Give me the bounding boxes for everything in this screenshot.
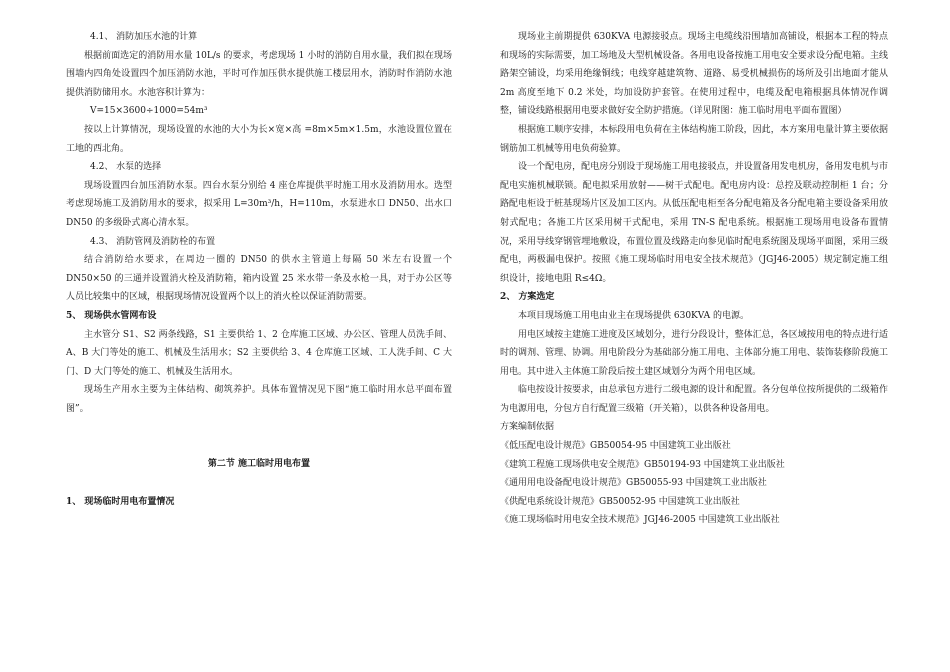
reference-item: 《建筑工程施工现场供电安全规范》GB50194-93 中国建筑工业出版社 (500, 459, 785, 470)
heading-2: 2、 方案选定 (500, 292, 555, 303)
heading-4-1: 4.1、 消防加压水池的计算 (90, 32, 198, 42)
reference-item: 《低压配电设计规范》GB50054-95 中国建筑工业出版社 (500, 441, 731, 452)
paragraph-4-1-result: 按以上计算情况，现场设置的水池的大小为长×宽×高 =8m×5m×1.5m，水池设置位置在工地的西北角。 (66, 124, 452, 154)
right-column (500, 28, 888, 530)
left-column (66, 28, 452, 511)
heading-5: 5、 现场供水管网布设 (66, 310, 157, 321)
heading-1: 1、 现场临时用电布置情况 (66, 496, 175, 507)
spacer (66, 474, 452, 493)
paragraph-source: 本项目现场施工用电由业主在现场提供 630KVA 的电源。 (518, 310, 750, 321)
formula-volume: V=15×3600÷1000=54m³ (90, 106, 208, 117)
section-title: 第二节 施工临时用电布置 (207, 459, 311, 470)
paragraph-4-1: 根据前面选定的消防用水量 10L/s 的要求，考虑现场 1 小时的消防自用水量，我们拟在现场围墙内四角处设置四个加压消防水池，平时可作加压供水提供施工楼层用水，消防时作消防水池提供消防储用水。水池容积计算为： (66, 50, 452, 98)
heading-4-3: 4.3、 消防管网及消防栓的布置 (90, 236, 216, 247)
paragraph-4-2: 现场设置四台加压消防水泵。四台水泵分别给 4 座仓库提供平时施工用水及消防用水。选型考虑现场施工及消防用水的要求，拟采用 L=30m³/h，H=110m，水泵进水口 DN50、出水口DN50 的多级卧式离心清水泵。 (66, 180, 452, 228)
heading-4-2: 4.2、 水泵的选择 (90, 162, 162, 173)
paragraph-load: 根据施工顺序安排，本标段用电负荷在主体结构施工阶段，因此，本方案用电量计算主要依据钢筋加工机械等用电负荷验算。 (500, 124, 888, 154)
paragraph-5b: 现场生产用水主要为主体结构、砌筑养护。具体布置情况见下图“施工临时用水总平面布置图”。 (66, 385, 452, 414)
paragraph-5a: 主水管分 S1、S2 两条线路，S1 主要供给 1、2 仓库施工区域、办公区、管理人员洗手间、A、B 大门等处的施工、机械及生活用水；S2 主要供给 3、4 仓库施工区域、工人洗手间、C 大门、D 大门等处的施工、机械及生活用水。 (66, 329, 452, 377)
reference-item: 《施工现场临时用电安全技术规范》JGJ46-2005 中国建筑工业出版社 (500, 515, 780, 526)
reference-item: 《供配电系统设计规范》GB50052-95 中国建筑工业出版社 (500, 496, 740, 507)
spacer (66, 418, 452, 455)
paragraph-power-supply: 现场业主前期提供 630KVA 电源接驳点。现场主电缆线沿围墙加高铺设，根据本工程的特点和现场的实际需要，加工场地及大型机械设备。各用电设备按施工用电安全要求设分配电箱。主线路架空铺设，均采用绝缘铜线；电线穿越建筑物、道路、易受机械损伤的场所及引出地面才能从 2m 高度至地下 0.2 米处，均加设防护套管。在使用过程中，电缆及配电箱根据具体情况作调整，铺设线路根据用电要求做好安全防护措施。（详见附图：施工临时用电平面布置图） (500, 32, 888, 117)
paragraph-4-3: 结合消防给水要求，在周边一圈的 DN50 的供水主管道上每隔 50 米左右设置一个 DN50×50 的三通并设置消火栓及消防箱，箱内设置 25 米水带一条及水枪一具，对于办公区等人员比较集中的区域，根据现场情况设置两个以上的消火栓以保证消防需要。 (66, 255, 452, 303)
basis-title: 方案编制依据 (500, 422, 555, 433)
reference-item: 《通用用电设备配电设计规范》GB50055-93 中国建筑工业出版社 (500, 478, 767, 489)
paragraph-secondary: 临电按设计按要求，由总承包方进行二级电源的设计和配置。各分包单位按所提供的二级箱作为电源用电，分包方自行配置三级箱（开关箱），以供各种设备用电。 (500, 385, 888, 414)
paragraph-distribution: 设一个配电房，配电房分别设于现场施工用电接驳点，并设置备用发电机房，备用发电机与市配电实施机械联锁。配电拟采用放射——树干式配电。配电房内设：总控及联动控制柜 1 台；分路配电柜设于桩基现场片区及加工区内。从低压配电柜至各分配电箱及各分配电箱主要设备采用放射式配电；各施工片区采用树干式配电，采用 TN-S 配电系统。根据施工现场用电设备布置情况，采用导线穿钢管埋地敷设，布置位置及线路走向参见临时配电系统图及现场平面图，采用三级配电，两极漏电保护。按照《施工现场临时用电安全技术规范》（JGJ46-2005）规定制定施工组织设计，接地电阻 R≤4Ω。 (500, 162, 888, 284)
paragraph-zones: 用电区域按主建施工进度及区域划分，进行分段设计，整体汇总，各区域按用电的特点进行适时的调剂、管理、协调。用电阶段分为基础部分施工用电、主体部分施工用电、装饰装修阶段施工用电。其中进入主体施工阶段后按土建区域划分为两个用电区域。 (500, 329, 888, 377)
